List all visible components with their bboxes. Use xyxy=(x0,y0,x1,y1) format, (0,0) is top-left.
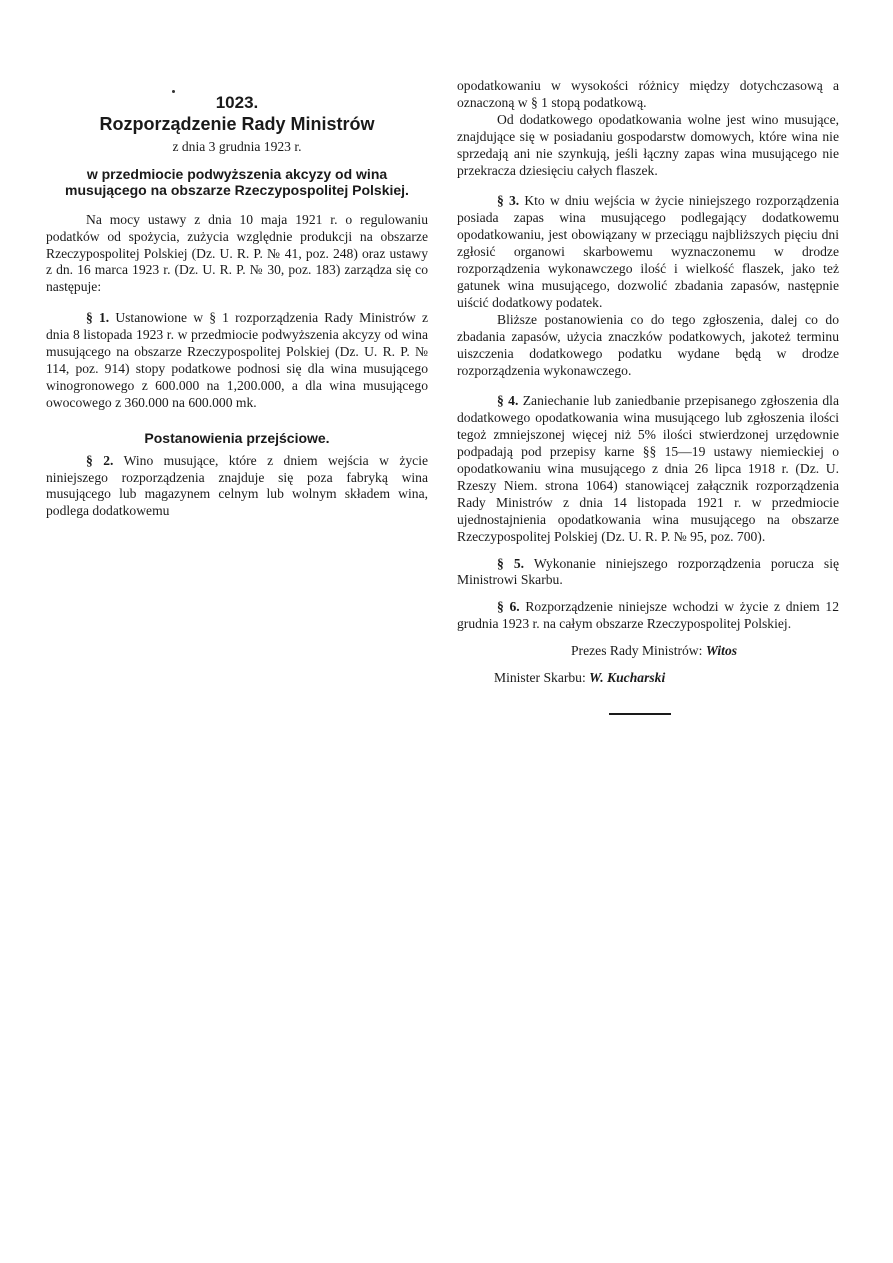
section-6-text: Rozporządzenie niniejsze wchodzi w życie z dniem 12 grudnia 1923 r. na całym obszarze Rzeczypospolitej Polskiej. xyxy=(457,599,839,632)
section-4 xyxy=(457,393,839,545)
signature-1-role: Prezes Rady Ministrów: xyxy=(571,643,703,659)
section-1-text: Ustanowione w § 1 rozporządzenia Rady Ministrów z dnia 8 listopada 1923 r. w przedmiocie podwyższenia akcyzy od wina musującego na obszarze Rzeczypospolitej Polskiej (Dz. U. R. P. № 114, poz. 914) stopy podatkowe podnosi się dla wina musującego winogronowego z 600.000 na 1,200.000, a dla wina musującego owocowego z 360.000 na 600.000 mk. xyxy=(46,310,428,410)
preamble: Na mocy ustawy z dnia 10 maja 1921 r. o regulowaniu podatków od spożycia, zużycia względnie produkcji na obszarze Rzeczypospolitej Polskiej (Dz. U. R. P. № 41, poz. 248) oraz ustawy z dn. 16 marca 1923 r. (Dz. U. R. P. № 30, poz. 183) zarządza się co następuje: xyxy=(46,211,428,295)
act-number: 1023. xyxy=(215,93,259,112)
signature-treasury-minister xyxy=(457,670,839,687)
section-3 xyxy=(457,193,839,311)
section-5-text: Wykonanie niniejszego rozporządzenia porucza się Ministrowi Skarbu. xyxy=(457,555,840,588)
section-2-paragraph-2: Od dodatkowego opodatkowania wolne jest wino musujące, znajdujące się w posiadaniu gospodarstw domowych, które wina nie sprzedają ani nie szynkują, jeśli łączny zapas wina musującego nie przekracza dziesięciu całych flaszek. xyxy=(457,111,839,178)
section-3-text: Kto w dniu wejścia w życie niniejszego rozporządzenia posiada zapas wina musującego podlegający dodatkowemu opodatkowaniu, jest obowiązany w przeciągu najbliższych pięciu dni zgłosić organowi skarbowemu wyznaczonemu w drodze rozporządzenia wykonawczego ilość i wielkość flaszek, jako też gatunek wina musującego, dozwolić zbadania zapasów, następnie uiścić dodatkowy podatek. xyxy=(457,193,840,310)
transitional-heading: Postanowienia przejściowe. xyxy=(144,429,330,446)
left-column xyxy=(46,88,428,520)
section-2-text: Wino musujące, które z dniem wejścia w życie niniejszego rozporządzenia znajduje się poza fabryką wina musującego lub magazynem celnym lub wolnym składem wina, podlega dodatkowemu xyxy=(46,452,429,519)
section-3-label: § 3. xyxy=(497,193,520,209)
act-title: Rozporządzenie Rady Ministrów xyxy=(99,113,375,134)
section-1-label: § 1. xyxy=(86,310,110,326)
closing-rule xyxy=(609,713,671,715)
section-5-label: § 5. xyxy=(497,555,525,571)
signature-prime-minister xyxy=(457,643,839,660)
section-6-label: § 6. xyxy=(497,599,520,615)
section-2 xyxy=(46,453,428,521)
signature-2-role: Minister Skarbu: xyxy=(494,670,586,686)
section-4-label: § 4. xyxy=(497,393,519,409)
section-2-label: § 2. xyxy=(86,452,114,468)
act-date: z dnia 3 grudnia 1923 r. xyxy=(172,138,302,154)
section-5 xyxy=(457,556,839,590)
section-6 xyxy=(457,599,839,633)
section-4-text: Zaniechanie lub zaniedbanie przepisanego zgłoszenia dla dodatkowego opodatkowania wina musującego lub zgłoszenia ilości tegoż zmniejszonej więcej niż 5% ilości stwierdzonej urzędownie podpadają pod przepisy karne §§ 15—19 ustawy niemieckiej o opodatkowaniu wina musującego z dnia 26 lipca 1918 r. (Dz. U. Rzeszy Niem. strona 1064) stanowiącej załącznik rozporządzenia Rady Ministrów z dnia 14 listopada 1921 r. w przedmiocie ujednostajnienia opodatkowania wina musującego na obszarze Rzeczypospolitej Polskiej (Dz. U. R. P. № 95, poz. 700). xyxy=(457,393,839,544)
right-column xyxy=(457,78,839,715)
section-3-paragraph-2: Bliższe postanowienia co do tego zgłoszenia, dalej co do zbadania zapasów, użycia znaczków podatkowych, jakoteż terminu uiszczenia dodatkowego podatku wydane będą w drodze rozporządzenia wykonawczego. xyxy=(457,311,839,378)
signature-1-name: Witos xyxy=(705,643,738,659)
signature-2-name: W. Kucharski xyxy=(589,670,666,686)
section-2-continued: opodatkowaniu w wysokości różnicy między dotychczasową a oznaczoną w § 1 stopą podatkową. xyxy=(457,78,839,110)
act-subject: w przedmiocie podwyższenia akcyzy od wina musującego na obszarze Rzeczypospolitej Polskiej. xyxy=(65,165,409,198)
section-1 xyxy=(46,310,428,411)
